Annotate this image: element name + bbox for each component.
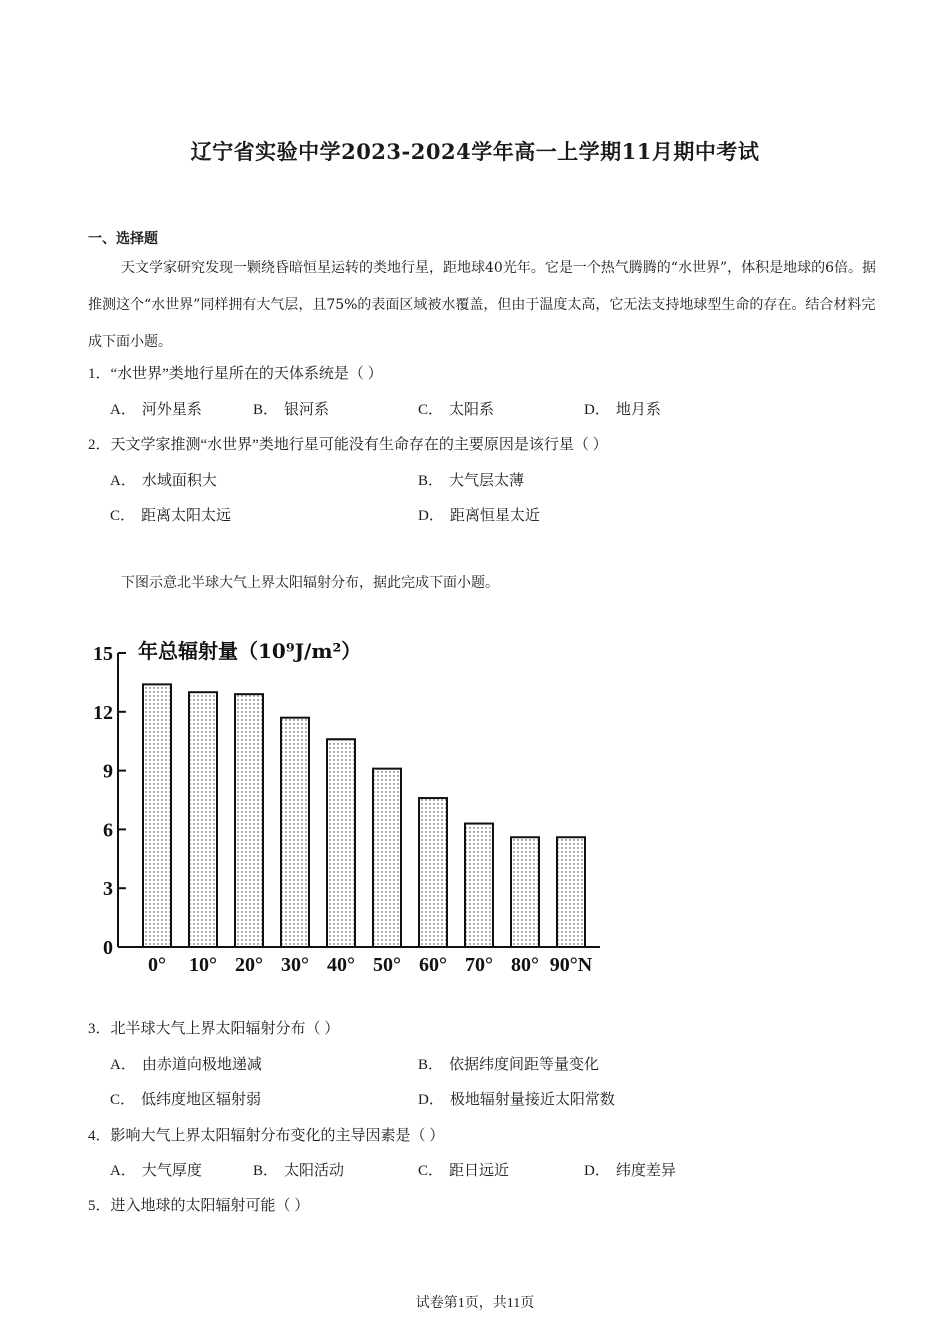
radiation-bar-chart — [80, 630, 620, 980]
option-letter: D． — [418, 508, 444, 524]
bar-3 — [281, 718, 309, 947]
option-letter: C． — [110, 508, 136, 524]
option-text: 河外星系 — [141, 402, 202, 418]
option-letter: A． — [110, 473, 136, 489]
option-text: 纬度差异 — [615, 1163, 676, 1179]
material-passage-2: 下图示意北半球大气上界太阳辐射分布，据此完成下面小题。 — [121, 575, 499, 591]
option-letter: B． — [418, 1057, 444, 1073]
option-text: 太阳系 — [449, 402, 495, 418]
option-text: 低纬度地区辐射弱 — [141, 1092, 262, 1108]
question-4-stem: 4．影响大气上界太阳辐射分布变化的主导因素是（ ） — [88, 1128, 445, 1144]
option-text: 由赤道向极地递减 — [141, 1057, 262, 1073]
x-tick-label: 40° — [327, 954, 355, 976]
question-1-option-c[interactable] — [418, 398, 494, 419]
option-letter: A． — [110, 1057, 136, 1073]
bar-5 — [373, 769, 401, 947]
option-text: 距离太阳太远 — [141, 508, 232, 524]
option-text: 地月系 — [615, 402, 661, 418]
option-letter: B． — [253, 402, 279, 418]
option-letter: B． — [253, 1163, 279, 1179]
bar-4 — [327, 739, 355, 947]
x-tick-label: 10° — [189, 954, 217, 976]
x-tick-label: 90°N — [549, 954, 593, 976]
question-3-option-d[interactable] — [418, 1088, 615, 1109]
option-letter: A． — [110, 402, 136, 418]
x-tick-label: 30° — [281, 954, 309, 976]
y-tick-label: 15 — [93, 643, 113, 665]
option-letter: D． — [584, 1163, 610, 1179]
y-tick-label: 9 — [103, 760, 113, 783]
question-3-option-a[interactable] — [110, 1053, 262, 1074]
option-text: 银河系 — [284, 402, 330, 418]
option-text: 距离恒星太近 — [449, 508, 540, 524]
option-text: 水域面积大 — [141, 473, 217, 489]
question-2-option-c[interactable] — [110, 504, 231, 525]
question-3-option-b[interactable] — [418, 1053, 599, 1074]
option-letter: A． — [110, 1163, 136, 1179]
bar-2 — [235, 694, 263, 947]
page-title: 辽宁省实验中学2023-2024学年高一上学期11月期中考试 — [190, 139, 760, 164]
x-tick-label: 20° — [235, 954, 263, 976]
y-tick-label: 6 — [103, 819, 113, 842]
option-text: 依据纬度间距等量变化 — [449, 1057, 600, 1073]
x-tick-label: 50° — [373, 954, 401, 976]
question-2-option-a[interactable] — [110, 469, 217, 490]
option-text: 大气厚度 — [141, 1163, 202, 1179]
bar-9 — [557, 837, 585, 947]
section-heading: 一、选择题 — [88, 231, 158, 247]
option-text: 距日远近 — [449, 1163, 510, 1179]
question-4-option-c[interactable] — [418, 1159, 509, 1180]
question-3-option-c[interactable] — [110, 1088, 261, 1109]
question-4-option-a[interactable] — [110, 1159, 202, 1180]
option-letter: D． — [584, 402, 610, 418]
option-text: 极地辐射量接近太阳常数 — [449, 1092, 615, 1108]
question-2-option-d[interactable] — [418, 504, 540, 525]
question-1-option-d[interactable] — [584, 398, 661, 419]
option-letter: C． — [418, 1163, 444, 1179]
option-letter: D． — [418, 1092, 444, 1108]
question-2-stem: 2．天文学家推测“水世界”类地行星可能没有生命存在的主要原因是该行星（ ） — [88, 437, 608, 453]
x-tick-label: 80° — [511, 954, 539, 976]
page-footer: 试卷第1页，共11页 — [415, 1296, 535, 1311]
option-letter: C． — [418, 402, 444, 418]
x-tick-label: 0° — [148, 954, 166, 976]
question-1-option-a[interactable] — [110, 398, 202, 419]
bar-1 — [189, 692, 217, 947]
option-letter: B． — [418, 473, 444, 489]
x-tick-label: 70° — [465, 954, 493, 976]
bar-0 — [143, 684, 171, 947]
material-passage-1: 天文学家研究发现一颗绕昏暗恒星运转的类地行星，距地球40光年。它是一个热气腾腾的“水世界”，体积是地球的6倍。据推测这个“水世界”同样拥有大气层，且75%的表面区域被水覆盖，但由于温度太高，它无法支持地球型生命的存在。结合材料完成下面小题。 — [88, 260, 877, 350]
question-1-option-b[interactable] — [253, 398, 329, 419]
question-4-option-d[interactable] — [584, 1159, 676, 1180]
bar-8 — [511, 837, 539, 947]
x-tick-label: 60° — [419, 954, 447, 976]
question-2-option-b[interactable] — [418, 469, 524, 490]
y-tick-label: 3 — [103, 878, 113, 901]
question-4-option-b[interactable] — [253, 1159, 344, 1180]
option-text: 大气层太薄 — [449, 473, 525, 489]
chart-svg — [80, 630, 620, 980]
chart-title: 年总辐射量（10⁹J/m²） — [138, 639, 362, 663]
y-tick-label: 12 — [93, 701, 113, 724]
question-5-stem: 5．进入地球的太阳辐射可能（ ） — [88, 1198, 310, 1214]
question-3-stem: 3．北半球大气上界太阳辐射分布（ ） — [88, 1021, 340, 1037]
option-text: 太阳活动 — [284, 1163, 345, 1179]
bar-6 — [419, 798, 447, 947]
option-letter: C． — [110, 1092, 136, 1108]
bar-7 — [465, 824, 493, 947]
y-tick-label: 0 — [103, 937, 113, 959]
question-1-stem: 1．“水世界”类地行星所在的天体系统是（ ） — [88, 366, 383, 382]
